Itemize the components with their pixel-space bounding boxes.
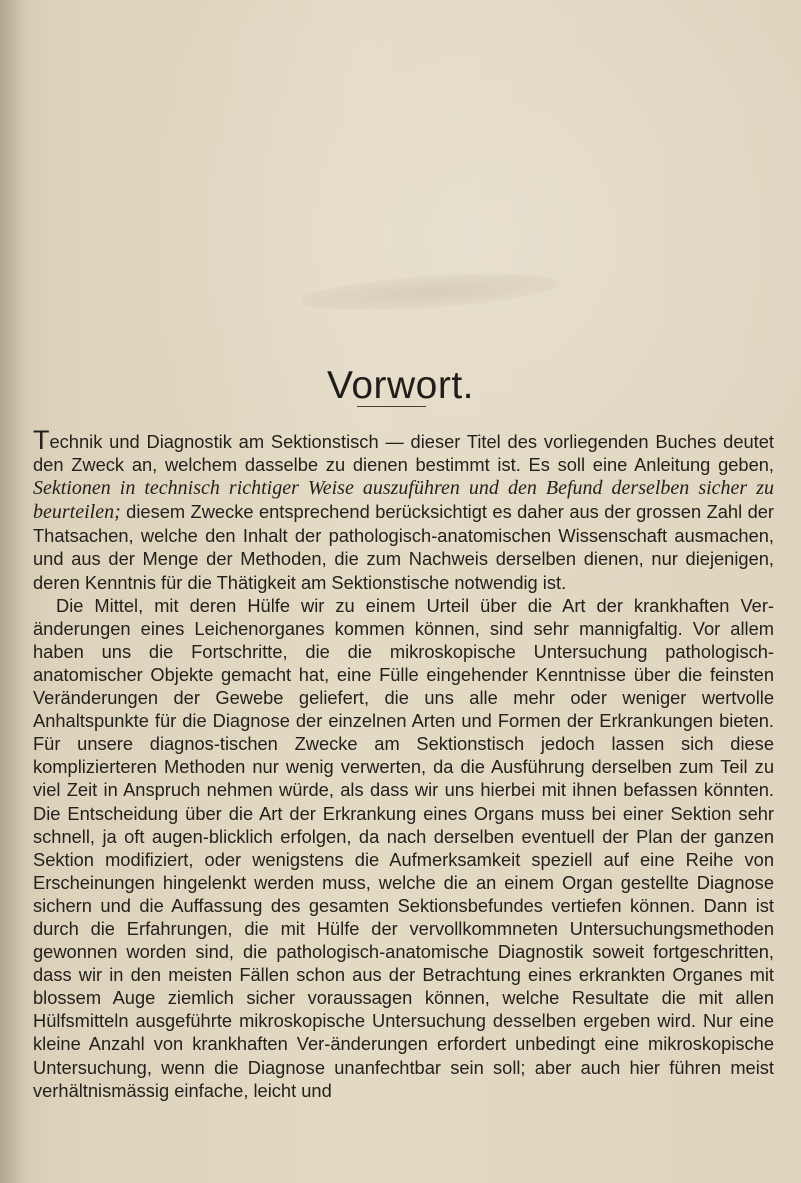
first-paragraph [33,425,774,594]
emphasized-purpose: Sektionen in technisch richtiger Weise auszuführen und den Befund derselben sicher zu beurteilen; [33,477,774,524]
title-rule [357,406,426,407]
page-edge-shadow [0,0,26,1183]
second-paragraph: Die Mittel, mit deren Hülfe wir zu einem Urteil über die Art der krankhaften Ver-änderungen eines Leichenorganes kommen können, sind sehr mannigfaltig. Vor allem haben uns die Fortschritte, die die mikroskopische Untersuchung pathologisch-anatomischer Objekte gemacht hat, eine Fülle eingehender Kenntnisse über die feinsten Veränderungen der Gewebe geliefert, die uns alle mehr oder weniger wertvolle Anhaltspunkte für die Diagnose der einzelnen Arten und Formen der Erkrankungen bieten. Für unsere diagnos-tischen Zwecke am Sektionstisch jedoch lassen sich diese komplizierteren Methoden nur wenig verwerten, da die Ausführung derselben zum Teil zu viel Zeit in Anspruch nehmen würde, als dass wir uns hierbei mit ihnen befassen könnten. Die Entscheidung über die Art der Erkrankung eines Organs muss bei einer Sektion sehr schnell, ja oft augen-blicklich erfolgen, da nach derselben eventuell der Plan der ganzen Sektion modifiziert, oder wenigstens die Aufmerksamkeit speziell auf eine Reihe von Erscheinungen hingelenkt werden muss, welche die an einem Organ gestellte Diagnose sichern und die Auffassung des gesamten Sektionsbefundes vertiefen können. Dann ist durch die Erfahrungen, die mit Hülfe der vervollkommneten Untersuchungsmethoden gewonnen worden sind, die pathologisch-anatomische Diagnostik soweit fortgeschritten, dass wir in den meisten Fällen schon aus der Betrachtung eines erkrankten Organes mit blossem Auge ziemlich sicher voraussagen können, welche Resultate die mit allen Hülfsmitteln ausgeführte mikroskopische Untersuchung desselben ergeben wird. Nur eine kleine Anzahl von krankhaften Ver-änderungen erfordert unbedingt eine mikroskopische Untersuchung, wenn die Diagnose unanfechtbar sein soll; aber auch hier führen meist verhältnismässig einfache, leicht und [33,594,774,1101]
first-paragraph-intro: echnik und Diagnostik am Sektionstisch — dieser Titel des vorliegenden Buches deutet den Zweck an, welchem dasselbe zu dienen bestimmt ist. Es soll eine Anleitung geben, [33,431,774,476]
page-title: Vorwort. [326,364,475,408]
paper-stain [299,267,561,317]
preface-text [33,425,774,1102]
first-letter: T [33,425,50,455]
first-paragraph-outro: diesem Zwecke entsprechend berücksichtigt es daher aus der grossen Zahl der Thatsachen, welche den Inhalt der pathologisch-anatomischen Wissenschaft ausmachen, und aus der Menge der Methoden, die zum Nachweis derselben dienen, nur diejenigen, deren Kenntnis für die Thätigkeit am Sektionstische notwendig ist. [33,501,774,593]
